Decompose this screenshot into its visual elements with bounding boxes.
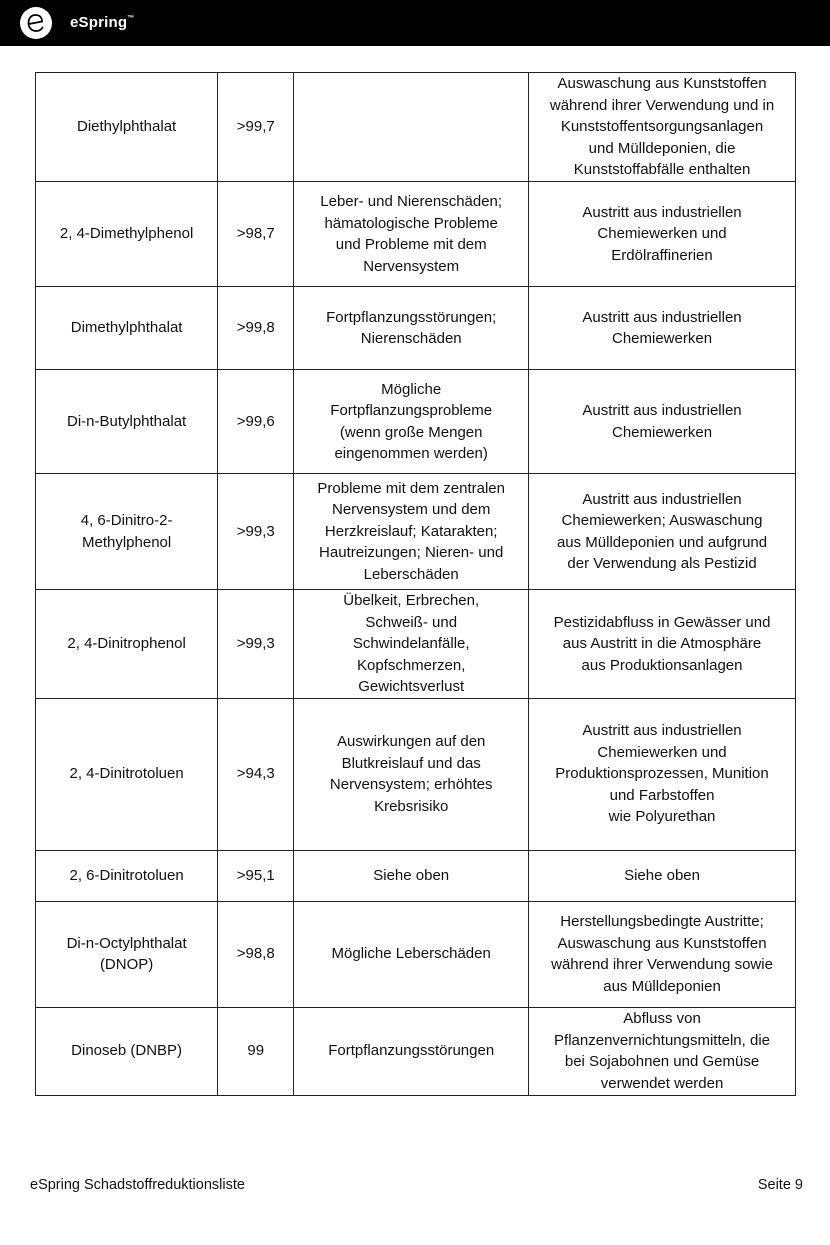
substance-cell: 2, 4-Dimethylphenol <box>36 182 218 287</box>
table-row <box>36 590 796 699</box>
reduction-cell: >99,3 <box>218 590 294 699</box>
sources-cell: Herstellungsbedingte Austritte; Auswaschung aus Kunststoffen während ihrer Verwendung sowie aus Mülldeponien <box>529 901 796 1007</box>
reduction-cell: >99,3 <box>218 474 294 590</box>
substance-cell: Dinoseb (DNBP) <box>36 1007 218 1095</box>
substance-cell: 4, 6-Dinitro-2- Methylphenol <box>36 474 218 590</box>
substance-cell: 2, 4-Dinitrophenol <box>36 590 218 699</box>
reduction-cell: >98,7 <box>218 182 294 287</box>
reduction-cell: >99,7 <box>218 73 294 182</box>
substance-cell: 2, 4-Dinitrotoluen <box>36 698 218 850</box>
effects-cell: Auswirkungen auf den Blutkreislauf und das Nervensystem; erhöhtes Krebsrisiko <box>294 698 529 850</box>
effects-cell: Fortpflanzungsstörungen <box>294 1007 529 1095</box>
effects-cell <box>294 73 529 182</box>
effects-cell: Leber- und Nierenschäden; hämatologische Probleme und Probleme mit dem Nervensystem <box>294 182 529 287</box>
contaminant-table <box>35 72 796 1096</box>
substance-cell: Di-n-Butylphthalat <box>36 370 218 474</box>
reduction-cell: >99,6 <box>218 370 294 474</box>
reduction-cell: >98,8 <box>218 901 294 1007</box>
sources-cell: Pestizidabfluss in Gewässer und aus Austritt in die Atmosphäre aus Produktionsanlagen <box>529 590 796 699</box>
reduction-cell: >99,8 <box>218 287 294 370</box>
footer-document-title: eSpring Schadstoffreduktionsliste <box>30 1177 245 1193</box>
sources-cell: Austritt aus industriellen Chemiewerken und Erdölraffinerien <box>529 182 796 287</box>
substance-cell: Dimethylphthalat <box>36 287 218 370</box>
footer-page-number: Seite 9 <box>757 1177 803 1193</box>
table-row <box>36 370 796 474</box>
sources-cell: Austritt aus industriellen Chemiewerken und Produktionsprozessen, Munition und Farbstoffen wie Polyurethan <box>529 698 796 850</box>
substance-cell: Di-n-Octylphthalat (DNOP) <box>36 901 218 1007</box>
table-row <box>36 73 796 182</box>
effects-cell: Fortpflanzungsstörungen; Nierenschäden <box>294 287 529 370</box>
sources-cell: Siehe oben <box>529 850 796 901</box>
table-row <box>36 698 796 850</box>
effects-cell: Siehe oben <box>294 850 529 901</box>
table-row <box>36 901 796 1007</box>
sources-cell: Austritt aus industriellen Chemiewerken; Auswaschung aus Mülldeponien und aufgrund der Verwendung als Pestizid <box>529 474 796 590</box>
effects-cell: Mögliche Fortpflanzungsprobleme (wenn große Mengen eingenommen werden) <box>294 370 529 474</box>
substance-cell: Diethylphthalat <box>36 73 218 182</box>
table-row <box>36 474 796 590</box>
sources-cell: Austritt aus industriellen Chemiewerken <box>529 287 796 370</box>
table-row <box>36 182 796 287</box>
effects-cell: Probleme mit dem zentralen Nervensystem und dem Herzkreislauf; Katarakten; Hautreizungen; Nieren- und Leberschäden <box>294 474 529 590</box>
table-row <box>36 287 796 370</box>
sources-cell: Auswaschung aus Kunststoffen während ihrer Verwendung und in Kunststoffentsorgungsanlagen und Mülldeponien, die Kunststoffabfälle enthalten <box>529 73 796 182</box>
effects-cell: Mögliche Leberschäden <box>294 901 529 1007</box>
reduction-cell: 99 <box>218 1007 294 1095</box>
reduction-cell: >95,1 <box>218 850 294 901</box>
effects-cell: Übelkeit, Erbrechen, Schweiß- und Schwindelanfälle, Kopfschmerzen, Gewichtsverlust <box>294 590 529 699</box>
brand-name: eSpring™ <box>70 14 135 31</box>
substance-cell: 2, 6-Dinitrotoluen <box>36 850 218 901</box>
table-row <box>36 850 796 901</box>
sources-cell: Abfluss von Pflanzenvernichtungsmitteln, die bei Sojabohnen und Gemüse verwendet werden <box>529 1007 796 1095</box>
reduction-cell: >94,3 <box>218 698 294 850</box>
sources-cell: Austritt aus industriellen Chemiewerken <box>529 370 796 474</box>
table-row <box>36 1007 796 1095</box>
espring-logo-icon <box>20 7 52 39</box>
top-bar <box>0 0 830 46</box>
